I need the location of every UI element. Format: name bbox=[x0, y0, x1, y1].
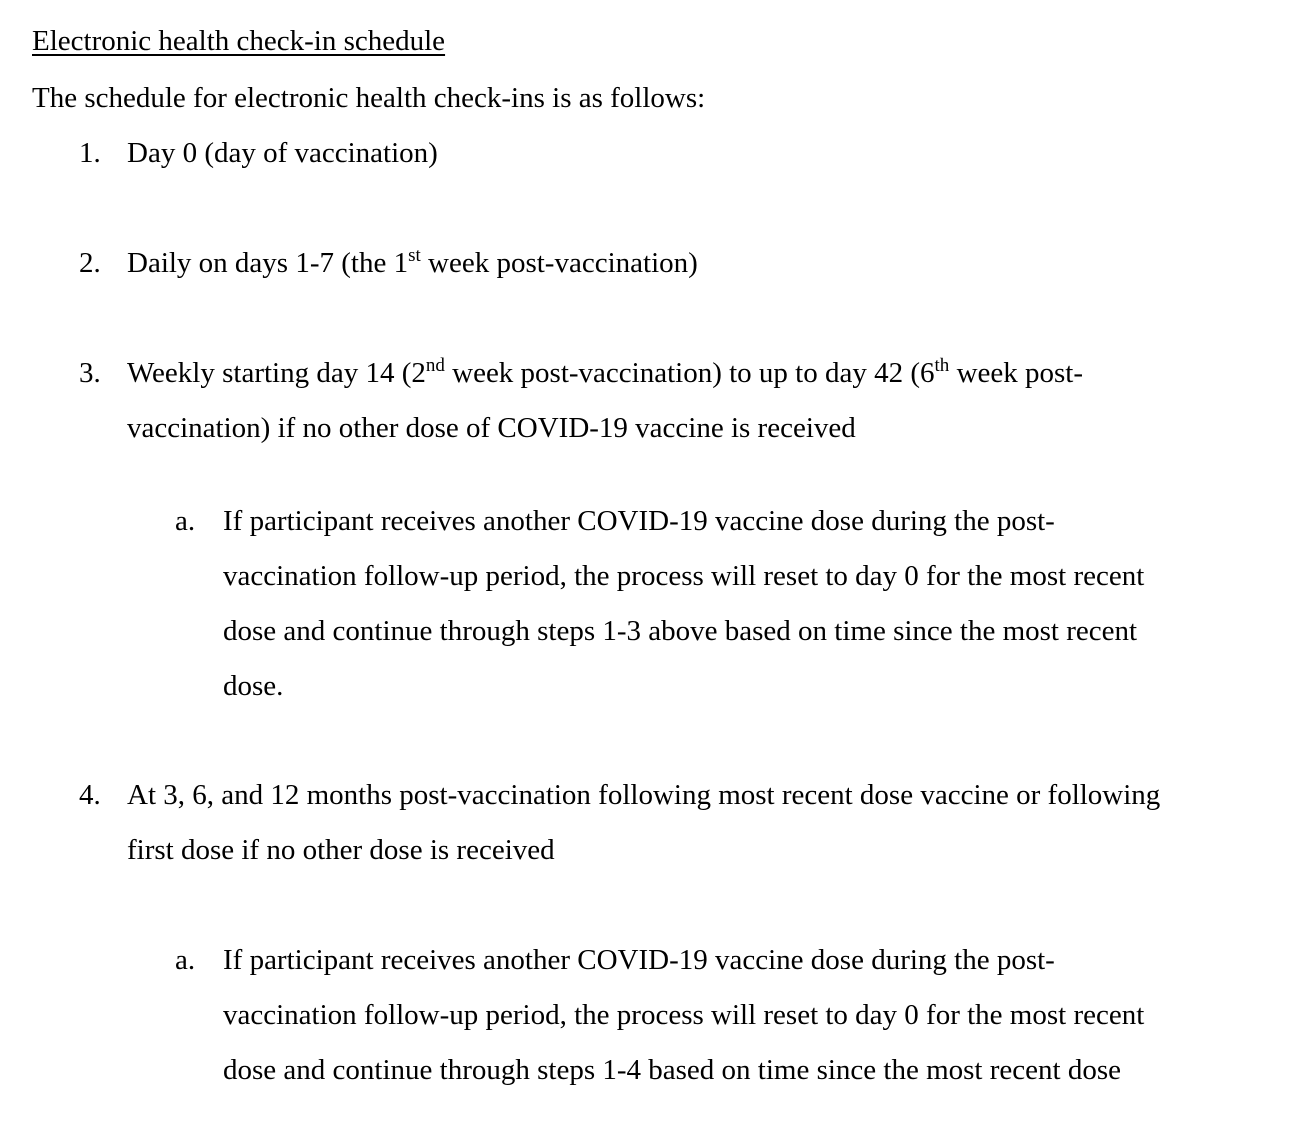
list-item-text bbox=[127, 245, 698, 279]
list-item-text: Day 0 (day of vaccination) bbox=[127, 137, 438, 169]
list-item-text: At 3, 6, and 12 months post-vaccination following most recent dose vaccine or following bbox=[127, 779, 1161, 811]
sub-list-item-text: dose and continue through steps 1-3 above based on time since the most recent bbox=[223, 615, 1138, 647]
sub-list-item-text: dose and continue through steps 1-4 based on time since the most recent dose bbox=[223, 1054, 1121, 1086]
list-number: 4. bbox=[79, 779, 101, 811]
superscript: th bbox=[934, 355, 950, 376]
list-item-text: vaccination) if no other dose of COVID-19 vaccine is received bbox=[127, 412, 856, 444]
sub-list-item-text: vaccination follow-up period, the process will reset to day 0 for the most recent bbox=[223, 560, 1145, 592]
text-segment: week post-vaccination) to up to day 42 (6 bbox=[444, 357, 935, 389]
list-item-text bbox=[127, 355, 1083, 389]
sub-list-letter: a. bbox=[175, 505, 196, 537]
list-number: 3. bbox=[79, 357, 101, 389]
text-segment: Weekly starting day 14 (2 bbox=[127, 357, 426, 389]
sub-list-item-text: If participant receives another COVID-19 vaccine dose during the post- bbox=[223, 505, 1055, 537]
text-segment: Daily on days 1-7 (the 1 bbox=[127, 247, 409, 279]
text-segment: week post- bbox=[949, 357, 1083, 389]
list-item-text: first dose if no other dose is received bbox=[127, 834, 555, 866]
list-number: 1. bbox=[79, 137, 101, 169]
text-segment: week post-vaccination) bbox=[420, 247, 698, 279]
sub-list-item-text: If participant receives another COVID-19 vaccine dose during the post- bbox=[223, 944, 1055, 976]
intro-paragraph: The schedule for electronic health check-ins is as follows: bbox=[32, 82, 706, 114]
sub-list-item-text: dose. bbox=[223, 670, 284, 702]
superscript: st bbox=[408, 245, 421, 266]
section-heading: Electronic health check-in schedule bbox=[32, 25, 446, 57]
sub-list-item-text: vaccination follow-up period, the process will reset to day 0 for the most recent bbox=[223, 999, 1145, 1031]
sub-list-letter: a. bbox=[175, 944, 196, 976]
list-number: 2. bbox=[79, 247, 101, 279]
superscript: nd bbox=[425, 355, 445, 376]
